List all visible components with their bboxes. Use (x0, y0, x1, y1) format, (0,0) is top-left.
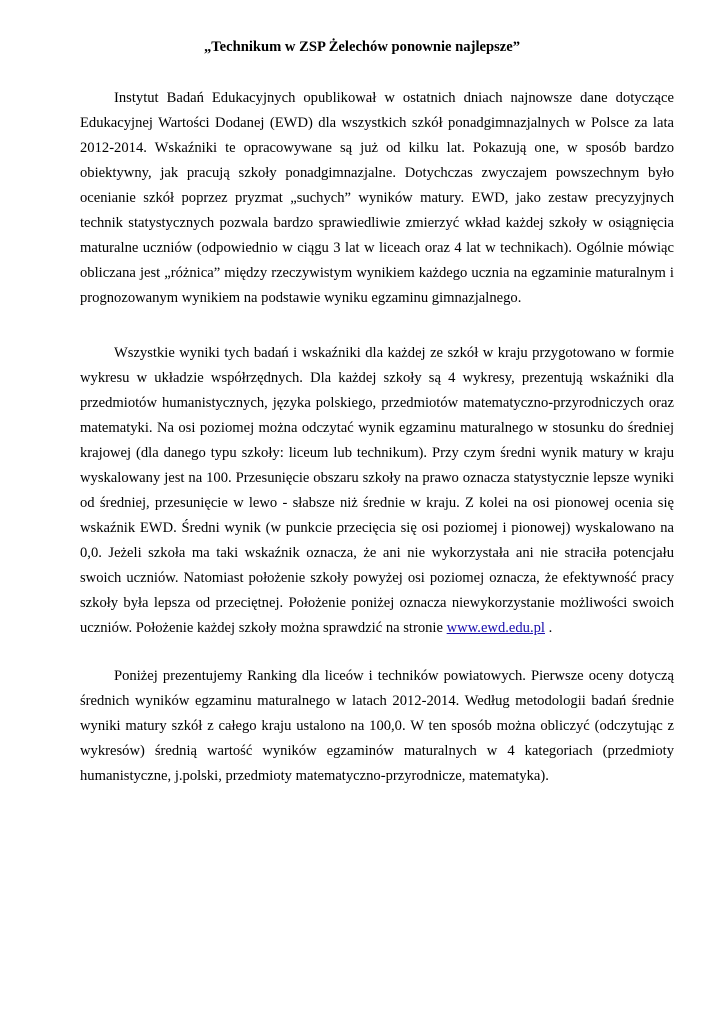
ewd-website-link[interactable]: www.ewd.edu.pl (446, 620, 545, 636)
paragraph-ewd-charts-tail: . (544, 620, 553, 636)
document-title: „Technikum w ZSP Żelechów ponownie najlepsze” (203, 39, 521, 55)
paragraph-ranking: Poniżej prezentujemy Ranking dla liceów i techników powiatowych. Pierwsze oceny dotyczą średnich wyników egzaminu maturalnego w latach 2012-2014. Według metodologii badań średnie wyniki matury szkół z całego kraju ustalono na 100,0. W ten sposób można obliczyć (odczytując z wykresów) średnią wartość wyników egzaminów maturalnych w 4 kategoriach (przedmioty humanistyczne, j.polski, przedmioty matematyczno-przyrodnicze, matematyka). (80, 668, 674, 784)
paragraph-ewd-intro: Instytut Badań Edukacyjnych opublikował w ostatnich dniach najnowsze dane dotyczące Edukacyjnej Wartości Dodanej (EWD) dla wszystkich szkół ponadgimnazjalnych w Polsce za lata 2012-2014. Wskaźniki te opracowywane są już od kilku lat. Pokazują one, w sposób bardzo obiektywny, jak pracują szkoły ponadgimnazjalne. Dotychczas zwyczajem powszechnym było ocenianie szkół poprzez pryzmat „suchych” wyników matury. EWD, jako zestaw precyzyjnych technik statystycznych pozwala bardzo sprawiedliwie zmierzyć wkład każdej szkoły w osiągnięcia maturalne uczniów (odpowiednio w ciągu 3 lat w liceach oraz 4 lat w technikach). Ogólnie mówiąc obliczana jest „różnica” między rzeczywistym wynikiem każdego ucznia na egzaminie maturalnym i prognozowanym wynikiem na podstawie wyniku egzaminu gimnazjalnego. (80, 90, 674, 306)
paragraph-ewd-charts (80, 341, 674, 641)
paragraph-ewd-charts-text: Wszystkie wyniki tych badań i wskaźniki dla każdej ze szkół w kraju przygotowano w formie wykresu w układzie współrzędnych. Dla każdej szkoły są 4 wykresy, prezentują wskaźniki dla przedmiotów humanistycznych, języka polskiego, przedmiotów matematyczno-przyrodniczych oraz matematyki. Na osi poziomej można odczytać wynik egzaminu maturalnego w stosunku do średniej krajowej (dla danego typu szkoły: liceum lub technikum). Przy czym średni wynik matury w kraju wyskalowany jest na 100. Przesunięcie obszaru szkoły na prawo oznacza statystycznie lepsze wyniki od średniej, przesunięcie w lewo - słabsze niż średnie w kraju. Z kolei na osi pionowej ocenia się wskaźnik EWD. Średni wynik (w punkcie przecięcia się osi poziomej i pionowej) wyskalowano na 0,0. Jeżeli szkoła ma taki wskaźnik oznacza, że ani nie wykorzystała ani nie straciła potencjału swoich uczniów. Natomiast położenie szkoły powyżej osi poziomej oznacza, że efektywność pracy szkoły była lepsza od przeciętnej. Położenie poniżej oznacza niewykorzystanie możliwości swoich uczniów. Położenie każdej szkoły można sprawdzić na stronie (80, 345, 674, 636)
